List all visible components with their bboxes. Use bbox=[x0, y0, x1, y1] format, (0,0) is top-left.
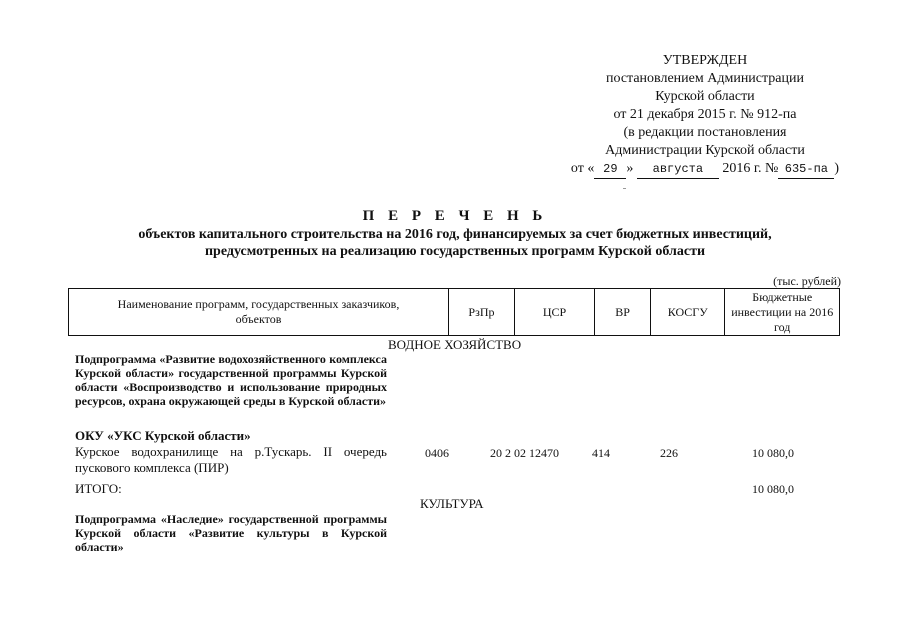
approval-line-2: Курской области bbox=[655, 89, 755, 104]
col-header-csr: ЦСР bbox=[514, 289, 594, 336]
approval-line-3: от 21 декабря 2015 г. № 912-па bbox=[613, 107, 797, 122]
table-header bbox=[68, 288, 840, 336]
approval-block bbox=[560, 52, 850, 179]
document-title: П Е Р Е Ч Е Н Ь bbox=[362, 208, 548, 224]
title-line-1: объектов капитального строительства на 2016 год, финансируемых за счет бюджетных инвестиций, bbox=[138, 227, 772, 242]
title-line-2: предусмотренных на реализацию государственных программ Курской области bbox=[204, 244, 706, 259]
date-prefix: от « bbox=[570, 161, 595, 176]
col-header-name: Наименование программ, государственных заказчиков, объектов bbox=[69, 289, 449, 336]
amendment-year: 2016 г. № bbox=[722, 161, 779, 176]
approval-line-4: (в редакции постановления bbox=[623, 125, 787, 140]
col-header-budget: Бюджетные инвестиции на 2016 год bbox=[725, 289, 840, 336]
col-header-vr: ВР bbox=[595, 289, 651, 336]
object-kosgu: 226 bbox=[660, 446, 678, 460]
document-title-block bbox=[60, 206, 850, 260]
program-description-water: Подпрограмма «Развитие водохозяйственного комплекса Курской области» государственной программы Курской области «Воспроизводство и использование природных ресурсов, охрана окружающей среды в Курской области» bbox=[75, 352, 387, 408]
units-label: (тыс. рублей) bbox=[773, 274, 841, 288]
amendment-number: 635-па bbox=[778, 160, 834, 179]
total-amount: 10 080,0 bbox=[752, 482, 794, 496]
scan-mark bbox=[623, 188, 626, 189]
col-header-rzpr: РзПр bbox=[449, 289, 515, 336]
date-suffix: ) bbox=[834, 161, 840, 176]
date-mid: » bbox=[626, 161, 634, 176]
customer-name: ОКУ «УКС Курской области» bbox=[75, 428, 251, 443]
object-rzpr: 0406 bbox=[425, 446, 449, 460]
col-header-kosgu: КОСГУ bbox=[651, 289, 725, 336]
object-amount: 10 080,0 bbox=[752, 446, 794, 460]
object-csr: 20 2 02 12470 bbox=[490, 446, 559, 460]
approval-heading: УТВЕРЖДЕН bbox=[662, 53, 748, 68]
program-description-culture: Подпрограмма «Наследие» государственной программы Курской области «Развитие культуры в Курской области» bbox=[75, 512, 387, 554]
section-title-water: ВОДНОЕ ХОЗЯЙСТВО bbox=[388, 337, 522, 352]
amendment-month: августа bbox=[637, 160, 719, 179]
amendment-date-line bbox=[560, 160, 850, 179]
approval-line-5: Администрации Курской области bbox=[605, 143, 805, 158]
section-title-culture: КУЛЬТУРА bbox=[420, 496, 484, 511]
amendment-day: 29 bbox=[594, 160, 626, 179]
object-vr: 414 bbox=[592, 446, 610, 460]
approval-line-1: постановлением Администрации bbox=[606, 71, 804, 86]
total-label: ИТОГО: bbox=[75, 481, 122, 496]
object-name: Курское водохранилище на р.Тускарь. II очередь пускового комплекса (ПИР) bbox=[75, 444, 387, 475]
